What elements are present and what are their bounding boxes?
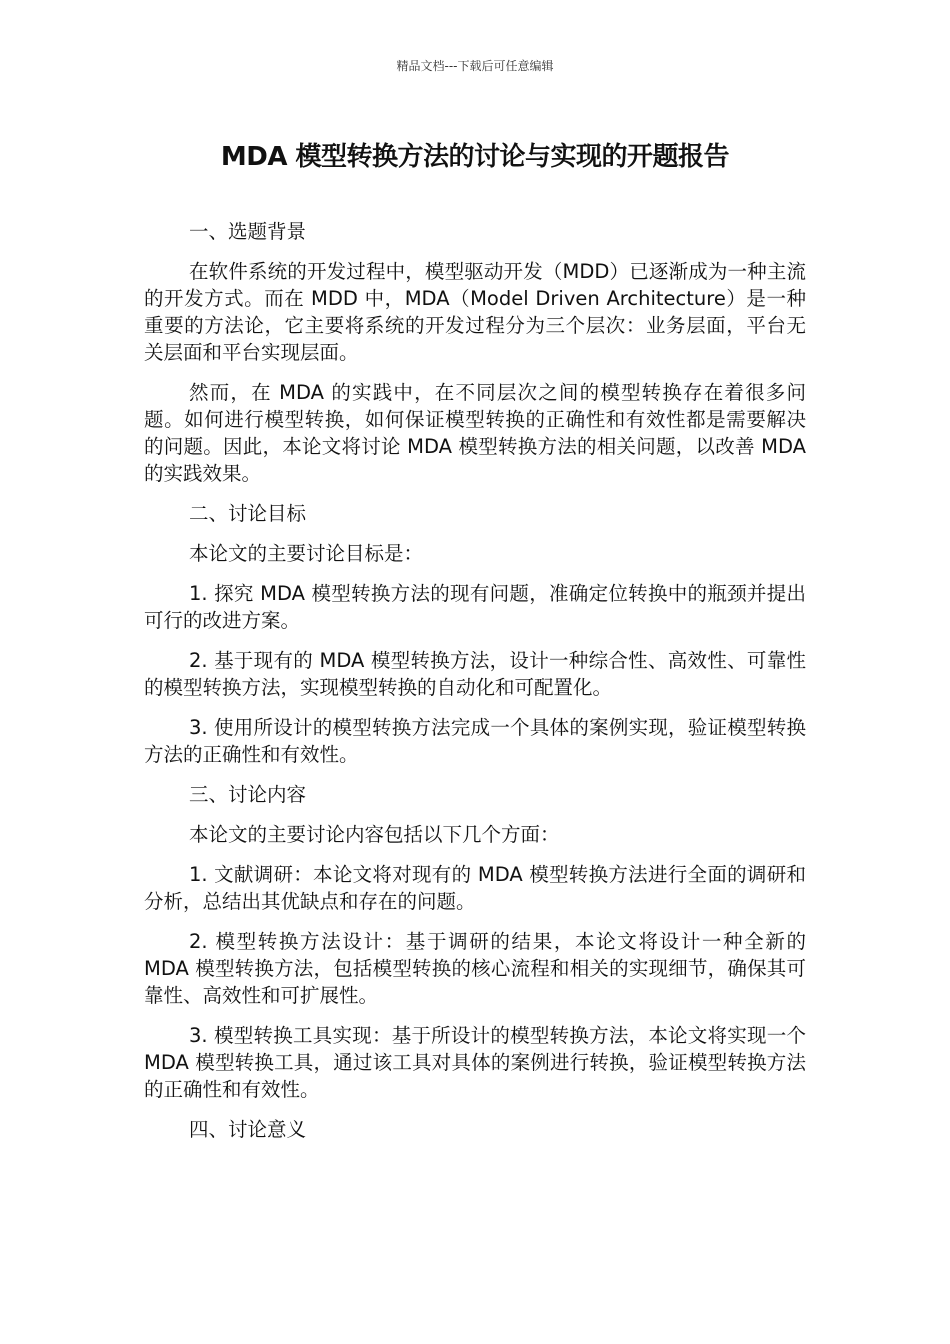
- list-item: 2. 模型转换方法设计：基于调研的结果，本论文将设计一种全新的 MDA 模型转换方法，包括模型转换的核心流程和相关的实现细节，确保其可靠性、高效性和可扩展性。: [144, 930, 806, 1007]
- paragraph: 然而，在 MDA 的实践中，在不同层次之间的模型转换存在着很多问题。如何进行模型转换，如何保证模型转换的正确性和有效性都是需要解决的问题。因此，本论文将讨论 MDA 模型转换方法的相关问题，以改善 MDA 的实践效果。: [144, 381, 806, 485]
- section-heading-background: 一、选题背景: [189, 220, 307, 243]
- paragraph: 在软件系统的开发过程中，模型驱动开发（MDD）已逐渐成为一种主流的开发方式。而在 MDD 中，MDA（Model Driven Architecture）是一种重要的方法论，它主要将系统的开发过程分为三个层次：业务层面，平台无关层面和平台实现层面。: [144, 260, 806, 364]
- section-heading-goals: 二、讨论目标: [189, 502, 307, 525]
- list-item: 2. 基于现有的 MDA 模型转换方法，设计一种综合性、高效性、可靠性的模型转换方法，实现模型转换的自动化和可配置化。: [144, 649, 806, 699]
- paragraph: 本论文的主要讨论目标是：: [189, 542, 424, 565]
- document-body: [144, 218, 806, 1156]
- section-heading-significance: 四、讨论意义: [189, 1118, 307, 1141]
- list-item: 1. 探究 MDA 模型转换方法的现有问题，准确定位转换中的瓶颈并提出可行的改进方案。: [144, 582, 806, 632]
- header-note: 精品文档---下载后可任意编辑: [396, 59, 554, 73]
- list-item: 3. 使用所设计的模型转换方法完成一个具体的案例实现，验证模型转换方法的正确性和有效性。: [144, 716, 806, 766]
- list-item: 3. 模型转换工具实现：基于所设计的模型转换方法，本论文将实现一个 MDA 模型转换工具，通过该工具对具体的案例进行转换，验证模型转换方法的正确性和有效性。: [144, 1024, 806, 1101]
- list-item: 1. 文献调研：本论文将对现有的 MDA 模型转换方法进行全面的调研和分析，总结出其优缺点和存在的问题。: [144, 863, 806, 913]
- paragraph: 本论文的主要讨论内容包括以下几个方面：: [189, 823, 560, 846]
- section-heading-content: 三、讨论内容: [189, 783, 307, 806]
- document-title: MDA 模型转换方法的讨论与实现的开题报告: [220, 142, 730, 172]
